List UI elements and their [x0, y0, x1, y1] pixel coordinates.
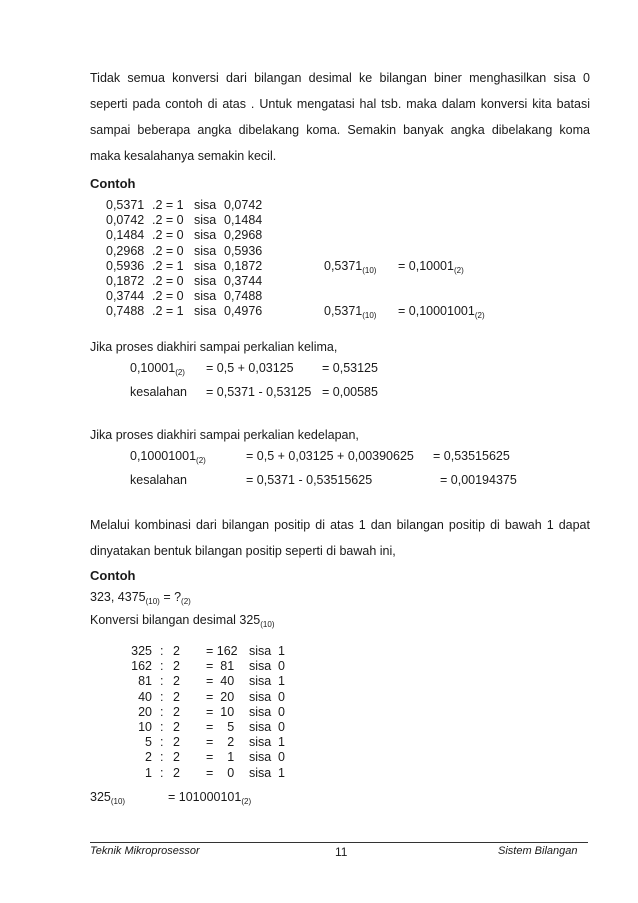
remainder-cell: 0,1484	[224, 213, 263, 228]
factor-cell: 0,7488	[106, 304, 145, 319]
sisa-label: sisa	[249, 719, 272, 734]
kelima-error-result: = 0,00585	[322, 385, 378, 399]
sisa-label: sisa	[249, 765, 272, 780]
intro-line: Tidak semua konversi dari bilangan desimal ke bilangan biner menghasilkan sisa 0	[90, 71, 590, 85]
dividend-cell: 5	[145, 735, 152, 750]
divisor-cell: 2	[173, 719, 180, 734]
divisor-cell: 2	[173, 689, 180, 704]
table-row	[106, 259, 526, 274]
sisa-label: sisa	[194, 304, 217, 319]
quotient-cell: = 5	[206, 719, 235, 734]
remainder-cell: 1	[278, 644, 285, 658]
remainder-cell: 0,4976	[224, 304, 263, 319]
divisor-cell: 2	[173, 674, 180, 689]
remainder-cell: 0,0742	[224, 198, 263, 212]
intro-paragraph	[90, 65, 590, 169]
remainder-cell: 0	[278, 719, 285, 734]
table-row	[106, 304, 526, 319]
product-cell: .2 = 0	[152, 289, 184, 304]
remainder-cell: 0,2968	[224, 228, 263, 243]
sisa-label: sisa	[194, 198, 217, 212]
sisa-label: sisa	[194, 243, 217, 258]
final-rhs: = $101000101_{(2)}$	[168, 790, 252, 806]
divisor-cell: 2	[173, 659, 180, 674]
remainder-cell: 0,7488	[224, 289, 263, 304]
remainder-cell: 0,1872	[224, 258, 263, 273]
kedelapan-error-result: = 0,00194375	[440, 473, 517, 487]
remainder-cell: 0,3744	[224, 273, 263, 288]
product-cell: .2 = 1	[152, 198, 184, 212]
sisa-label: sisa	[194, 213, 217, 228]
product-cell: .2 = 0	[152, 243, 184, 258]
table-row	[130, 705, 330, 720]
sisa-label: sisa	[249, 644, 272, 658]
divisor-cell: 2	[173, 644, 180, 658]
op-cell: :	[160, 689, 164, 704]
divisor-cell: 2	[173, 765, 180, 780]
op-cell: :	[160, 719, 164, 734]
result-1-lhs: $0,5371_{(10)}$	[324, 258, 377, 275]
kedelapan-error-label: kesalahan	[130, 473, 187, 487]
table-row	[130, 750, 330, 765]
dividend-cell: 1	[145, 765, 152, 780]
remainder-cell: 0,5936	[224, 243, 263, 258]
multiplication-table	[106, 198, 526, 320]
table-row	[130, 690, 330, 705]
contoh2-expression: 323, $4375_{(10)}$ = $?_{(2)}$	[90, 590, 191, 606]
contoh-heading-2: Contoh	[90, 568, 136, 583]
op-cell: :	[160, 735, 164, 750]
factor-cell: 0,2968	[106, 243, 145, 258]
remainder-cell: 1	[278, 735, 285, 750]
quotient-cell: = 40	[206, 674, 235, 689]
quotient-cell: = 162	[206, 644, 238, 658]
factor-cell: 0,3744	[106, 289, 145, 304]
kelima-value-result: = 0,53125	[322, 361, 378, 375]
remainder-cell: 0	[278, 750, 285, 765]
divisor-cell: 2	[173, 735, 180, 750]
product-cell: .2 = 1	[152, 258, 184, 273]
product-cell: .2 = 0	[152, 273, 184, 288]
result-1-rhs: = $0,10001_{(2)}$	[398, 258, 464, 275]
op-cell: :	[160, 644, 164, 658]
kelima-error-label: kesalahan	[130, 385, 187, 399]
sisa-label: sisa	[249, 704, 272, 719]
contoh-heading: Contoh	[90, 176, 136, 191]
kedelapan-error-eq: = 0,5371 - 0,53515625	[246, 473, 373, 487]
sisa-label: sisa	[194, 258, 217, 273]
kedelapan-value-result: = 0,53515625	[433, 449, 510, 463]
quotient-cell: = 2	[206, 735, 235, 750]
kelima-value: $0,10001_{(2)}$	[130, 361, 185, 377]
table-row	[106, 244, 526, 259]
remainder-cell: 0	[278, 704, 285, 719]
sisa-label: sisa	[249, 659, 272, 674]
divisor-cell: 2	[173, 704, 180, 719]
table-row	[106, 274, 526, 289]
intro-line: sampai beberapa angka dibelakang koma. Semakin banyak angka dibelakang koma	[90, 123, 590, 137]
op-cell: :	[160, 750, 164, 765]
final-lhs: $325_{(10)}$	[90, 790, 126, 806]
remainder-cell: 0	[278, 659, 285, 674]
table-row	[130, 735, 330, 750]
dividend-cell: 10	[138, 719, 152, 734]
op-cell: :	[160, 765, 164, 780]
factor-cell: 0,1872	[106, 273, 145, 288]
sisa-label: sisa	[194, 289, 217, 304]
kedelapan-value-eq: = 0,5 + 0,03125 + 0,00390625	[246, 449, 414, 463]
kelima-intro: Jika proses diakhiri sampai perkalian kelima,	[90, 340, 338, 354]
sisa-label: sisa	[194, 228, 217, 243]
kelima-value-eq: = 0,5 + 0,03125	[206, 361, 294, 375]
remainder-cell: 1	[278, 765, 285, 780]
factor-cell: 0,0742	[106, 213, 145, 228]
division-table	[130, 644, 330, 781]
table-row	[106, 198, 526, 213]
table-row	[106, 228, 526, 243]
quotient-cell: = 20	[206, 689, 235, 704]
kedelapan-intro: Jika proses diakhiri sampai perkalian kedelapan,	[90, 428, 359, 442]
product-cell: .2 = 1	[152, 304, 184, 319]
intro-line: seperti pada contoh di atas . Untuk mengatasi hal tsb. maka dalam konversi kita batasi	[90, 97, 590, 111]
kedelapan-value: $0,10001001_{(2)}$	[130, 449, 206, 465]
factor-cell: 0,5371	[106, 198, 145, 212]
table-row	[130, 644, 330, 659]
kombinasi-line: Melalui kombinasi dari bilangan positip di atas 1 dan bilangan positip di bawah 1 dapat	[90, 518, 590, 532]
product-cell: .2 = 0	[152, 213, 184, 228]
table-row	[106, 289, 526, 304]
konversi-label: Konversi bilangan desimal $325_{(10)}$	[90, 613, 275, 629]
kelima-error-eq: = 0,5371 - 0,53125	[206, 385, 312, 399]
table-row	[130, 766, 330, 781]
factor-cell: 0,5936	[106, 258, 145, 273]
quotient-cell: = 1	[206, 750, 235, 765]
footer-right: Sistem Bilangan	[498, 845, 578, 857]
result-2-rhs: = $0,10001001_{(2)}$	[398, 304, 485, 321]
divisor-cell: 2	[173, 750, 180, 765]
quotient-cell: = 81	[206, 659, 235, 674]
dividend-cell: 162	[131, 659, 152, 674]
factor-cell: 0,1484	[106, 228, 145, 243]
table-row	[106, 213, 526, 228]
dividend-cell: 325	[131, 644, 152, 658]
product-cell: .2 = 0	[152, 228, 184, 243]
sisa-label: sisa	[249, 689, 272, 704]
op-cell: :	[160, 704, 164, 719]
dividend-cell: 40	[138, 689, 152, 704]
sisa-label: sisa	[249, 735, 272, 750]
op-cell: :	[160, 674, 164, 689]
table-row	[130, 659, 330, 674]
result-2-lhs: $0,5371_{(10)}$	[324, 304, 377, 321]
dividend-cell: 2	[145, 750, 152, 765]
table-row	[130, 720, 330, 735]
footer-divider	[90, 842, 588, 843]
quotient-cell: = 0	[206, 765, 235, 780]
footer-left: Teknik Mikroprosessor	[90, 845, 200, 857]
kombinasi-line: dinyatakan bentuk bilangan positip seperti di bawah ini,	[90, 544, 396, 558]
page-number: 11	[335, 845, 348, 859]
sisa-label: sisa	[194, 273, 217, 288]
quotient-cell: = 10	[206, 704, 235, 719]
intro-line: maka kesalahanya semakin kecil.	[90, 149, 277, 163]
sisa-label: sisa	[249, 750, 272, 765]
table-row	[130, 674, 330, 689]
kombinasi-paragraph	[90, 512, 590, 564]
remainder-cell: 0	[278, 689, 285, 704]
dividend-cell: 20	[138, 704, 152, 719]
sisa-label: sisa	[249, 674, 272, 689]
dividend-cell: 81	[138, 674, 152, 689]
op-cell: :	[160, 659, 164, 674]
remainder-cell: 1	[278, 674, 285, 689]
